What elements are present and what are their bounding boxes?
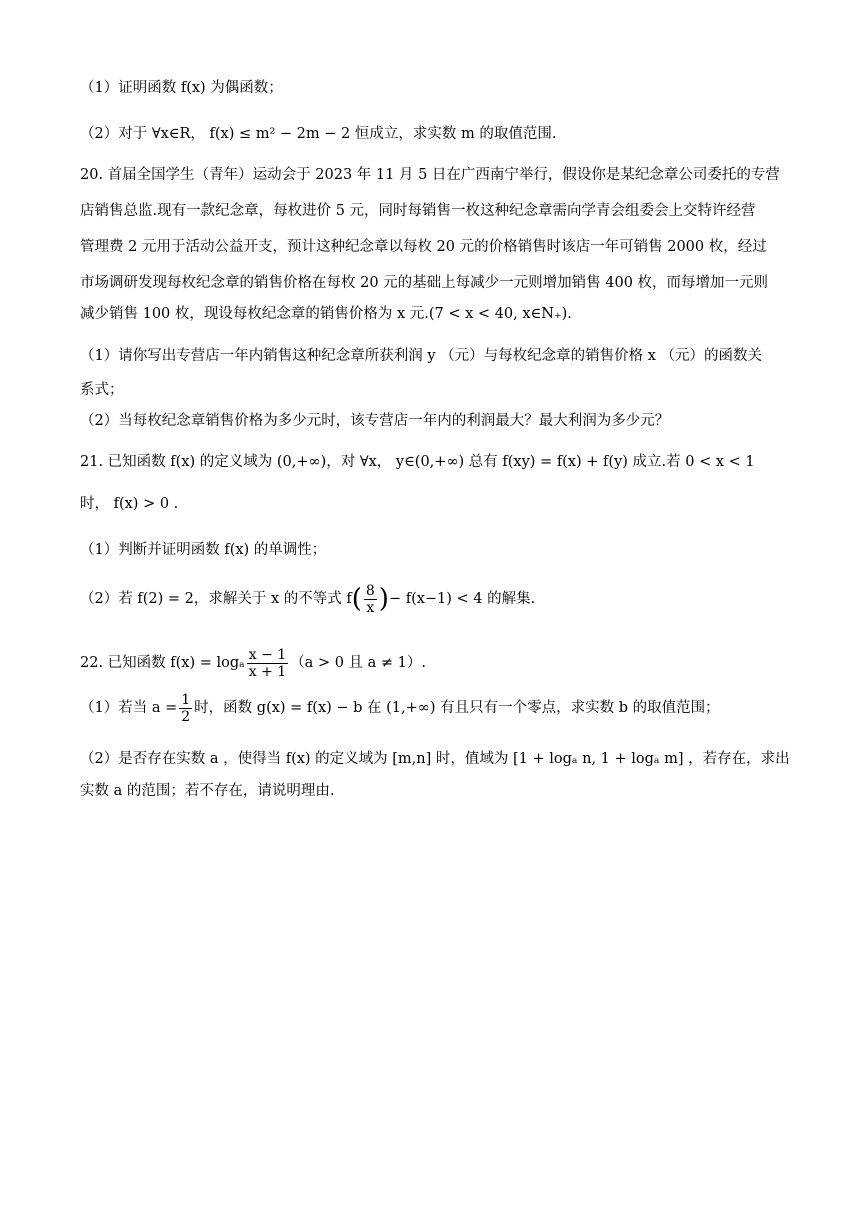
q22-line1-suffix: （a > 0 且 a ≠ 1）. [290,655,426,671]
q21-line1: 21. 已知函数 f(x) 的定义域为 (0,+∞)，对 ∀x， y∈(0,+∞) 总有 f(xy) = f(x) + f(y) 成立.若 0 < x < 1 [80,454,755,470]
q20-line1: 20. 首届全国学生（青年）运动会于 2023 年 11 月 5 日在广西南宁举行，假设你是某纪念章公司委托的专营 [80,167,780,183]
fraction-numerator: 8 [365,582,375,599]
q22-line1 [80,643,426,683]
fraction-8-over-x [364,583,377,616]
q22-part1-prefix: （1）若当 a = [80,700,178,716]
q19-part2: （2）对于 ∀x∈R， f(x) ≤ m² − 2m − 2 恒成立，求实数 m 的取值范围. [80,126,557,142]
fraction-denominator: 2 [181,708,191,725]
q19-part1: （1）证明函数 f(x) 为偶函数； [80,80,283,96]
q21-part1: （1）判断并证明函数 f(x) 的单调性； [80,542,327,558]
q20-line3: 管理费 2 元用于活动公益开支，预计这种纪念章以每枚 20 元的价格销售时该店一年可销售 2000 枚，经过 [80,239,767,255]
q20-part1-line1: （1）请你写出专营店一年内销售这种纪念章所获利润 y （元）与每枚纪念章的销售价格 x （元）的函数关 [80,348,763,364]
fraction-x-minus-1-over-x-plus-1 [247,647,288,680]
fraction-numerator: x − 1 [248,646,287,663]
q20-line5: 减少销售 100 枚，现设每枚纪念章的销售价格为 x 元.(7 < x < 40, x∈N₊). [80,306,572,322]
q20-line2: 店销售总监.现有一款纪念章，每枚进价 5 元，同时每销售一枚这种纪念章需向学青会组委会上交特许经营 [80,203,756,219]
q21-line2: 时， f(x) > 0 . [80,496,179,512]
fraction-numerator: 1 [181,691,191,708]
q22-part1 [80,688,720,728]
q22-line1-prefix: 22. 已知函数 f(x) = logₐ [80,655,245,671]
q22-part1-suffix: 时，函数 g(x) = f(x) − b 在 (1,+∞) 有且只有一个零点，求实数 b 的取值范围； [194,700,720,716]
q20-part1-line2: 系式； [80,382,124,398]
q22-part2-line2: 实数 a 的范围；若不存在，请说明理由. [80,783,335,799]
fraction-denominator: x + 1 [248,663,287,680]
q22-part2-line1: （2）是否存在实数 a ，使得当 f(x) 的定义域为 [m,n] 时，值域为 [1 + logₐ n, 1 + logₐ m] ，若存在，求出 [80,751,790,767]
fraction-denominator: x [366,599,375,616]
q21-part2-prefix: （2）若 f(2) = 2，求解关于 x 的不等式 f [80,591,352,607]
right-paren: ) [378,584,389,614]
q20-part2: （2）当每枚纪念章销售价格为多少元时，该专营店一年内的利润最大？最大利润为多少元？ [80,413,670,429]
fraction-1-over-2 [179,692,192,725]
q20-line4: 市场调研发现每枚纪念章的销售价格在每枚 20 元的基础上每减少一元则增加销售 400 枚，而每增加一元则 [80,275,769,291]
q21-part2-suffix: − f(x−1) < 4 的解集. [388,591,536,607]
q21-part2 [80,578,535,620]
left-paren: ( [351,584,362,614]
